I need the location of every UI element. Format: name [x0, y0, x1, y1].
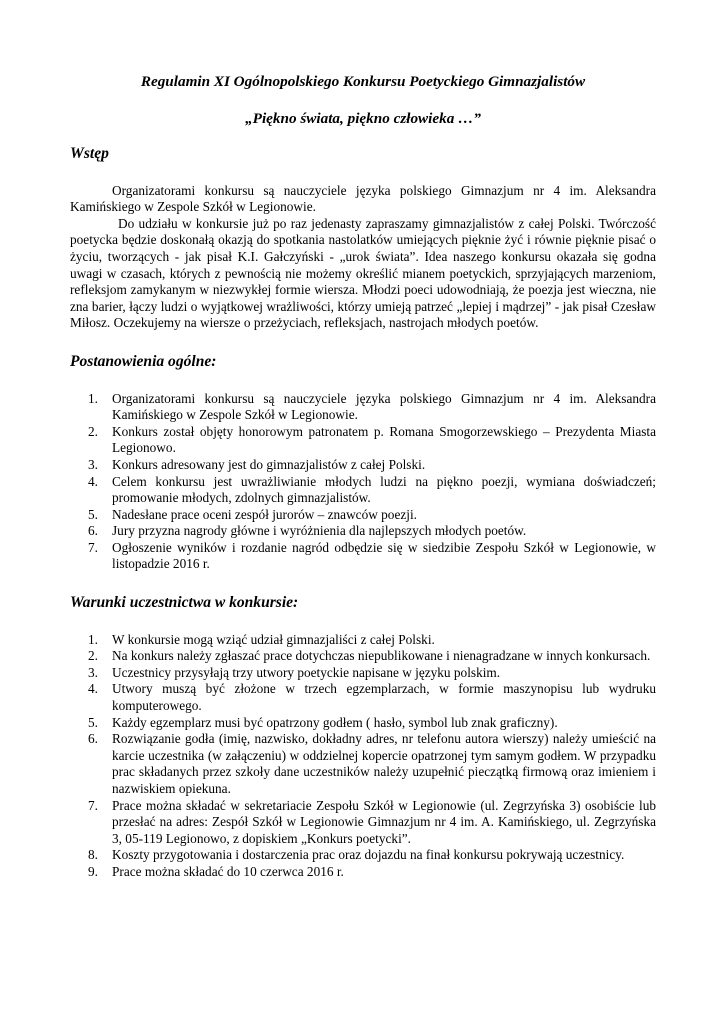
list-item-text: Celem konkursu jest uwrażliwianie młodych ludzi na piękno poezji, wymiana doświadczeń; promowanie młodych, zdolnych gimnazjalistów.	[112, 473, 656, 506]
list-item-number: 3.	[88, 456, 98, 472]
list-item-text: Uczestnicy przysyłają trzy utwory poetyckie napisane w języku polskim.	[112, 664, 501, 680]
list-item-number: 7.	[88, 539, 98, 555]
list-item-text: Utwory muszą być złożone w trzech egzemplarzach, w formie maszynopisu lub wydruku komputerowego.	[112, 681, 656, 714]
list-item-text: Koszty przygotowania i dostarczenia prac oraz dojazdu na finał konkursu pokrywają uczestnicy.	[112, 847, 625, 863]
participation-conditions-list	[70, 632, 656, 881]
intro-section	[70, 183, 656, 332]
list-item-number: 1.	[88, 631, 98, 647]
list-item	[88, 731, 656, 797]
list-item-number: 5.	[88, 506, 98, 522]
list-item-number: 2.	[88, 648, 98, 664]
list-item-text: W konkursie mogą wziąć udział gimnazjaliści z całej Polski.	[112, 631, 435, 647]
list-item-number: 6.	[88, 731, 98, 747]
list-item-number: 4.	[88, 473, 98, 489]
list-item-text: Każdy egzemplarz musi być opatrzony godłem ( hasło, symbol lub znak graficzny).	[112, 714, 558, 730]
list-item-number: 9.	[88, 863, 98, 879]
list-item	[88, 797, 656, 848]
participation-conditions-heading: Warunki uczestnictwa w konkursie:	[70, 594, 299, 612]
list-item-number: 7.	[88, 797, 98, 813]
list-item	[88, 648, 656, 665]
list-item	[88, 473, 656, 507]
list-item	[88, 863, 656, 881]
intro-heading: Wstęp	[70, 145, 109, 162]
list-item-text: Konkurs adresowany jest do gimnazjalistów z całej Polski.	[112, 456, 426, 472]
list-item	[88, 664, 656, 682]
list-item-text: Jury przyzna nagrody główne i wyróżnienia dla najlepszych młodych poetów.	[112, 523, 527, 539]
list-item-text: Ogłoszenie wyników i rozdanie nagród odbędzie się w siedzibie Zespołu Szkół w Legionowie, w listopadzie 2016 r.	[112, 539, 656, 572]
list-item-text: Konkurs został objęty honorowym patronatem p. Romana Smogorzewskiego – Prezydenta Miasta Legionowo.	[112, 423, 656, 456]
list-item-number: 8.	[88, 847, 98, 863]
list-item-number: 6.	[88, 523, 98, 539]
list-item	[88, 631, 656, 649]
list-item	[88, 539, 656, 573]
list-item	[88, 506, 656, 524]
list-item	[88, 523, 656, 540]
document-page	[70, 72, 656, 881]
list-item-text: Prace można składać w sekretariacie Zespołu Szkół w Legionowie (ul. Zegrzyńska 3) osobiście lub przesłać na adres: Zespół Szkół w Legionowie Gimnazjum nr 4 im. A. Kamińskiego, ul. Zegrzyńska 3, 05-119 Legionowo, z dopiskiem „Konkurs poetycki”.	[112, 797, 656, 846]
list-item-text: Nadesłane prace oceni zespół jurorów – znawców poezji.	[112, 506, 417, 522]
list-item-number: 2.	[88, 423, 98, 439]
list-item	[88, 390, 656, 424]
list-item	[88, 714, 656, 732]
list-item-text: Rozwiązanie godła (imię, nazwisko, dokładny adres, nr telefonu autora wierszy) należy umieścić na karcie uczestnika (w załączeniu) w oddzielnej kopercie opatrzonej tym samym godłem. W przypadku prac składanych przez szkoły dane uczestników należy uzupełnić pieczątką firmową oraz imieniem i nazwiskiem opiekuna.	[112, 731, 656, 796]
document-subtitle: „Piękno świata, piękno człowieka …”	[245, 110, 481, 127]
list-item	[88, 847, 656, 864]
list-item-number: 1.	[88, 390, 98, 406]
general-provisions-list	[70, 391, 656, 574]
list-item	[88, 456, 656, 474]
list-item-number: 4.	[88, 681, 98, 697]
document-title: Regulamin XI Ogólnopolskiego Konkursu Poetyckiego Gimnazjalistów	[140, 73, 586, 90]
list-item-number: 3.	[88, 664, 98, 680]
intro-paragraph: Organizatorami konkursu są nauczyciele języka polskiego Gimnazjum nr 4 im. Aleksandra Kamińskiego w Zespole Szkół w Legionowie.	[70, 182, 656, 215]
list-item-text: Organizatorami konkursu są nauczyciele języka polskiego Gimnazjum nr 4 im. Aleksandra Kamińskiego w Zespole Szkół w Legionowie.	[112, 390, 656, 423]
list-item-text: Prace można składać do 10 czerwca 2016 r.	[112, 863, 344, 879]
intro-paragraph: Do udziału w konkursie już po raz jedenasty zapraszamy gimnazjalistów z całej Polski. Twórczość poetycka będzie doskonałą okazją do spotkania nastolatków umiejących pięknie żyć i równie pięknie pisać o życiu, tworzących - jak pisał K.I. Gałczyński - „urok świata”. Idea naszego konkursu okazała się godna uwagi w czasach, których z pewnością nie możemy określić mianem poetyckich, sprzyjających marzeniom, refleksjom zamykanym w niezwykłej formie wiersza. Młodzi poeci udowodniają, że poezja jest wieczna, nie zna barier, łączy ludzi o wyjątkowej wrażliwości, którzy umieją patrzeć „lepiej i mądrzej” - jak pisał Czesław Miłosz. Oczekujemy na wiersze o przeżyciach, refleksjach, nastrojach młodych poetów.	[70, 215, 656, 331]
list-item-text: Na konkurs należy zgłaszać prace dotychczas niepublikowane i nienagradzane w innych konkursach.	[112, 648, 651, 664]
general-provisions-heading: Postanowienia ogólne:	[70, 352, 217, 370]
list-item	[88, 423, 656, 457]
list-item	[88, 681, 656, 714]
list-item-number: 5.	[88, 714, 98, 730]
